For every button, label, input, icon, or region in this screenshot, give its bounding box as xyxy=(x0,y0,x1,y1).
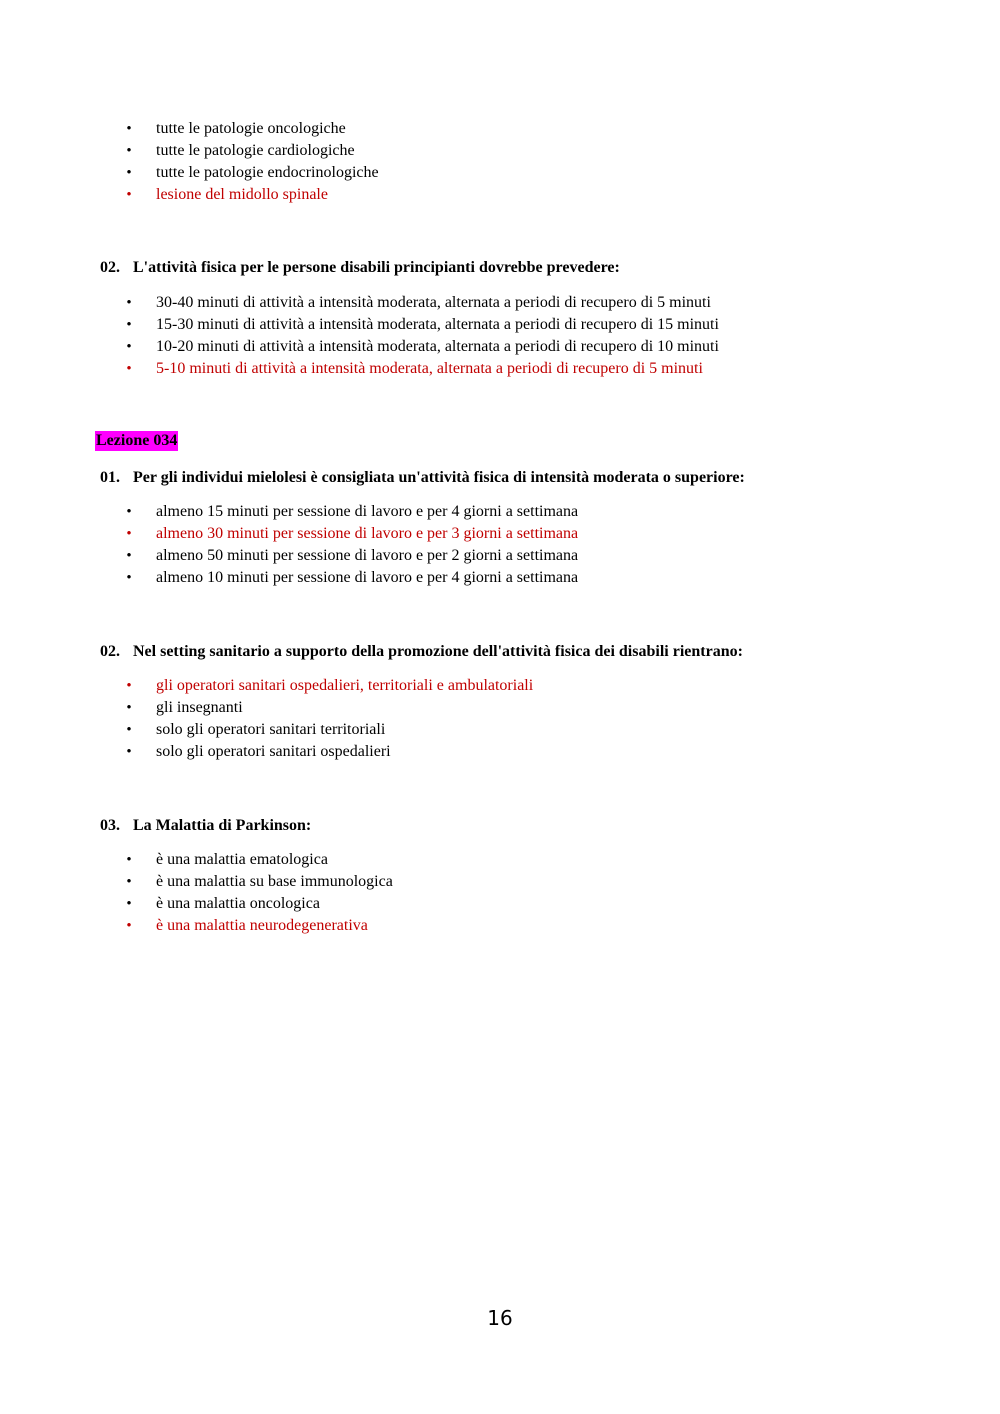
bullet-icon: • xyxy=(126,339,132,355)
bullet-icon: • xyxy=(126,165,132,181)
answer-item: • tutte le patologie endocrinologiche xyxy=(0,162,1000,184)
question-number: 02. xyxy=(100,643,120,660)
answer-item: • almeno 15 minuti per sessione di lavoro e per 4 giorni a settimana xyxy=(0,501,1000,523)
question-number: 01. xyxy=(100,469,120,486)
question-text: Nel setting sanitario a supporto della promozione dell'attività fisica dei disabili rientrano: xyxy=(133,643,743,660)
answer-item: • 30-40 minuti di attività a intensità moderata, alternata a periodi di recupero di 5 minuti xyxy=(0,292,1000,314)
question-heading xyxy=(100,642,743,662)
bullet-icon: • xyxy=(126,295,132,311)
answer-item: • è una malattia ematologica xyxy=(0,849,1000,871)
bullet-icon: • xyxy=(126,678,132,694)
question-heading xyxy=(100,258,620,278)
question-number: 02. xyxy=(100,259,120,276)
correct-answer-item: • è una malattia neurodegenerativa xyxy=(0,915,1000,937)
bullet-icon: • xyxy=(126,570,132,586)
answer-list xyxy=(0,292,1000,380)
bullet-icon: • xyxy=(126,852,132,868)
answer-item: • è una malattia oncologica xyxy=(0,893,1000,915)
answer-list xyxy=(0,849,1000,937)
correct-answer-item: • almeno 30 minuti per sessione di lavoro e per 3 giorni a settimana xyxy=(0,523,1000,545)
answer-item: • tutte le patologie oncologiche xyxy=(0,118,1000,140)
bullet-icon: • xyxy=(126,317,132,333)
answer-list xyxy=(0,675,1000,763)
question-heading xyxy=(100,468,745,488)
question-number: 03. xyxy=(100,817,120,834)
answer-item: • solo gli operatori sanitari territoriali xyxy=(0,719,1000,741)
page-number: 16 xyxy=(487,1306,513,1330)
answer-item: • tutte le patologie cardiologiche xyxy=(0,140,1000,162)
question-text: L'attività fisica per le persone disabili principianti dovrebbe prevedere: xyxy=(133,259,620,276)
bullet-icon: • xyxy=(126,143,132,159)
answer-item: • solo gli operatori sanitari ospedalieri xyxy=(0,741,1000,763)
question-text: Per gli individui mielolesi è consigliata un'attività fisica di intensità moderata o superiore: xyxy=(133,469,745,486)
answer-item: • almeno 10 minuti per sessione di lavoro e per 4 giorni a settimana xyxy=(0,567,1000,589)
correct-answer-item: • 5-10 minuti di attività a intensità moderata, alternata a periodi di recupero di 5 minuti xyxy=(0,358,1000,380)
correct-answer-item: • gli operatori sanitari ospedalieri, territoriali e ambulatoriali xyxy=(0,675,1000,697)
answer-item: • almeno 50 minuti per sessione di lavoro e per 2 giorni a settimana xyxy=(0,545,1000,567)
bullet-icon: • xyxy=(126,874,132,890)
question-heading xyxy=(100,816,311,836)
bullet-icon: • xyxy=(126,700,132,716)
bullet-icon: • xyxy=(126,722,132,738)
bullet-icon: • xyxy=(126,121,132,137)
answer-list xyxy=(0,501,1000,589)
correct-answer-item: • lesione del midollo spinale xyxy=(0,184,1000,206)
bullet-icon: • xyxy=(126,526,132,542)
answer-item: • 10-20 minuti di attività a intensità moderata, alternata a periodi di recupero di 10 minuti xyxy=(0,336,1000,358)
lesson-title: Lezione 034 xyxy=(96,432,178,449)
bullet-icon: • xyxy=(126,548,132,564)
bullet-icon: • xyxy=(126,361,132,377)
bullet-icon: • xyxy=(126,504,132,520)
continued-answer-list xyxy=(0,118,1000,206)
bullet-icon: • xyxy=(126,744,132,760)
answer-item: • gli insegnanti xyxy=(0,697,1000,719)
answer-item: • 15-30 minuti di attività a intensità moderata, alternata a periodi di recupero di 15 minuti xyxy=(0,314,1000,336)
bullet-icon: • xyxy=(126,918,132,934)
bullet-icon: • xyxy=(126,187,132,203)
answer-item: • è una malattia su base immunologica xyxy=(0,871,1000,893)
question-text: La Malattia di Parkinson: xyxy=(133,817,312,834)
bullet-icon: • xyxy=(126,896,132,912)
